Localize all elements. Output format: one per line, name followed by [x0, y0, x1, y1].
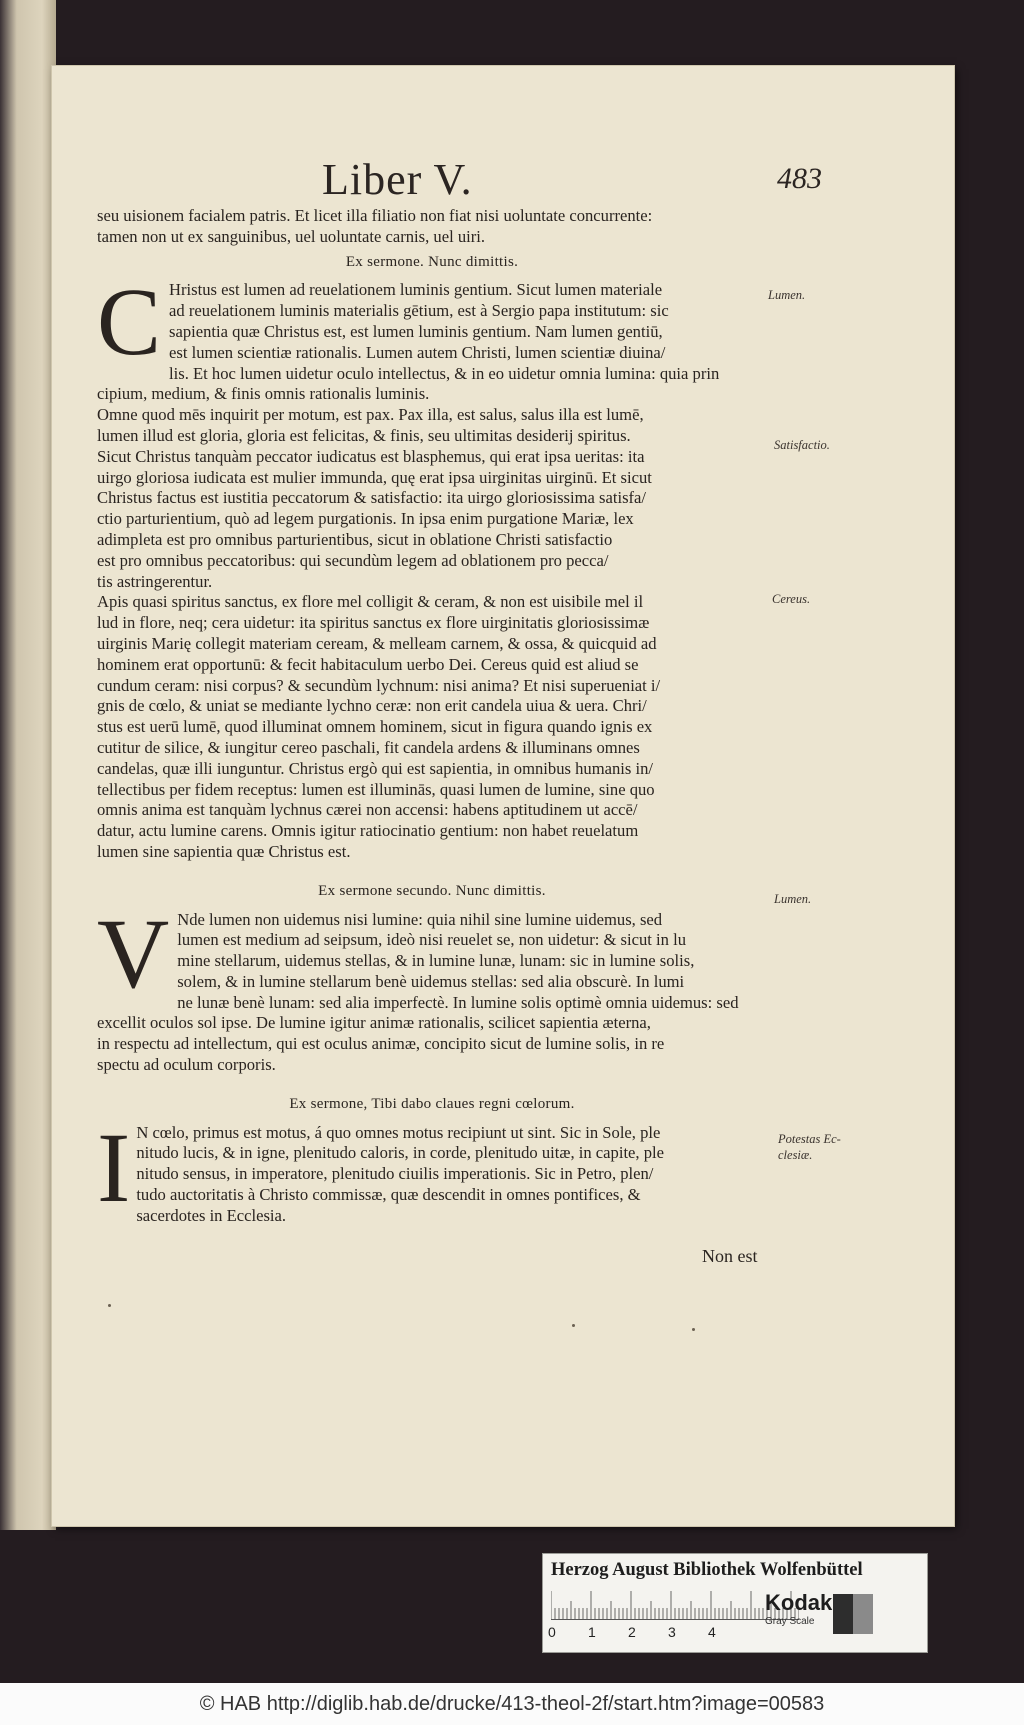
footer-credit: © HAB http://diglib.hab.de/drucke/413-theol-2f/start.htm?image=00583	[0, 1683, 1024, 1725]
marginal-note: clesiæ.	[778, 1148, 813, 1162]
text-line: hominem erat opportunū: & fecit habitaculum uerbo Dei. Cereus quid est aliud se	[97, 654, 639, 674]
marginal-note: Satisfactio.	[774, 438, 830, 452]
text-line: cundum ceram: nisi corpus? & secundùm lychnum: nisi anima? Et nisi superueniat i/	[97, 675, 661, 695]
ruler-label: 3	[668, 1624, 676, 1640]
section-title: Ex sermone, Tibi dabo claues regni cœlorum.	[289, 1095, 575, 1112]
ruler-label: 4	[708, 1624, 716, 1640]
ink-speck	[692, 1328, 695, 1331]
section-title: Ex sermone secundo. Nunc dimittis.	[318, 882, 546, 899]
drop-cap: C	[97, 268, 162, 376]
marginal-note: Lumen.	[768, 288, 806, 302]
text-line: stus est uerū lumē, quod illuminat omnem hominem, sicut in figura quando ignis ex	[97, 717, 653, 737]
text-line: lumen illud est gloria, gloria est felicitas, & finis, seu ultimitas desiderij spiritus.	[97, 425, 631, 445]
gray-patch-dark	[833, 1594, 853, 1634]
page-number: 483	[777, 162, 822, 195]
catchword: Non est	[702, 1246, 758, 1266]
text-line: ad reuelationem luminis materialis gētium, est à Sergio papa institutum: sic	[169, 301, 669, 321]
text-line: Nde lumen non uidemus nisi lumine: quia nihil sine lumine uidemus, sed	[177, 909, 663, 929]
ruler-label: 2	[628, 1624, 636, 1640]
adjacent-page-edge	[0, 0, 56, 1530]
text-line: in respectu ad intellectum, qui est oculus animæ, concipito sicut de lumine solis, in re	[97, 1034, 665, 1054]
text-line: tis astringerentur.	[97, 571, 213, 591]
brand-logo: Kodak	[765, 1590, 833, 1615]
text-line: tamen non ut ex sanguinibus, uel uoluntate carnis, uel uiri.	[97, 226, 486, 246]
ruler-label: 0	[548, 1624, 556, 1640]
text-line: tellectibus per fidem receptus: lumen est illuminās, quasi lumen de lumine, sine quo	[97, 779, 655, 799]
section-paragraph	[97, 1111, 767, 1227]
text-line: nitudo lucis, & in igne, plenitudo caloris, in corde, plenitudo uitæ, in capite, ple	[136, 1143, 664, 1163]
text-line: est pro omnibus peccatoribus: qui secundùm legem ad oblationem pro pecca/	[97, 550, 609, 570]
text-line: est lumen scientiæ rationalis. Lumen autem Christi, lumen scientiæ diuina/	[169, 342, 666, 362]
text-line: tudo auctoritatis à Christo commissæ, quæ descendit in omnes pontifices, &	[136, 1185, 641, 1205]
text-line: uirgo gloriosa iudicata est mulier immunda, quę erat ipsa uirginitas uirginū. Et sicut	[97, 467, 652, 487]
library-name: Herzog August Bibliothek Wolfenbüttel	[551, 1560, 863, 1580]
text-line: spectu ad oculum corporis.	[97, 1055, 276, 1075]
text-line: lis. Et hoc lumen uidetur oculo intellectus, & in eo uidetur omnia lumina: quia prin	[169, 363, 720, 383]
text-line: Christus factus est iustitia peccatorum & satisfactio: ita uirgo gloriosissima satisfa/	[97, 488, 647, 508]
text-line: omnis anima est tanquàm lychnus cærei non accensi: habens aptitudinem ut accē/	[97, 800, 638, 820]
text-line: Omne quod mēs inquirit per motum, est pax. Pax illa, est salus, salus illa est lumē,	[97, 405, 644, 425]
section-paragraph	[97, 897, 767, 1076]
marginal-note: Lumen.	[774, 892, 812, 906]
text-line: excellit oculos sol ipse. De lumine igitur animæ rationalis, scilicet sapientia æterna,	[97, 1013, 651, 1033]
text-line: mine stellarum, uidemus stellas, & in lumine lunæ, lunam: sic in lumine solis,	[177, 951, 695, 971]
text-line: solem, & in lumine stellarum benè uidemus stellas: sed alia obscurè. In lumi	[177, 971, 685, 991]
ruler-ticks	[551, 1591, 799, 1619]
text-line: seu uisionem facialem patris. Et licet illa filiatio non fiat nisi uoluntate concurrente:	[97, 206, 653, 225]
text-line: uirginis Marię collegit materiam ceream, & melleam carnem, & ossa, & quicquid ad	[97, 633, 657, 653]
drop-cap: I	[97, 1111, 131, 1223]
text-line: adimpleta est pro omnibus parturientibus, sicut in oblatione Christi satisfactio	[97, 529, 613, 549]
main-text	[97, 206, 767, 1241]
color-calibration-bar	[542, 1553, 928, 1653]
text-line: sacerdotes in Ecclesia.	[136, 1205, 287, 1225]
text-line: Apis quasi spiritus sanctus, ex flore mel colligit & ceram, & non est uisibile mel il	[97, 592, 644, 612]
ruler	[551, 1591, 799, 1620]
text-line: sapientia quæ Christus est, est lumen luminis gentium. Nam lumen gentiū,	[169, 321, 663, 341]
brand-subtitle: Gray Scale	[765, 1616, 815, 1627]
section-title: Ex sermone. Nunc dimittis.	[345, 253, 519, 270]
text-line: nitudo sensus, in imperatore, plenitudo ciuilis imperationis. Sic in Petro, plen/	[136, 1164, 654, 1184]
text-line: Sicut Christus tanquàm peccator iudicatus est blasphemus, qui erat ipsa ueritas: ita	[97, 446, 645, 466]
section-paragraph	[97, 268, 767, 862]
text-line: N cœlo, primus est motus, á quo omnes motus recipiunt ut sint. Sic in Sole, ple	[136, 1122, 661, 1142]
text-line: lumen sine sapientia quæ Christus est.	[97, 841, 351, 861]
running-head-title: Liber V.	[322, 155, 473, 204]
text-line: cutitur de silice, & iungitur cereo paschali, fit candela ardens & illuminans omnes	[97, 737, 640, 757]
text-line: lud in flore, neq; cera uidetur: ita spiritus sanctus ex flore uirginitatis gloriosissimæ	[97, 613, 650, 633]
ruler-label: 1	[588, 1624, 596, 1640]
book-page	[52, 66, 954, 1526]
text-line: cipium, medium, & finis omnis rationalis luminis.	[97, 384, 430, 404]
text-line: datur, actu lumine carens. Omnis igitur ratiocinatio gentium: non habet reuelatum	[97, 821, 639, 841]
text-line: candelas, quæ illi iunguntur. Christus ergò qui est sapientia, in omnibus humanis in/	[97, 758, 654, 778]
text-line: gnis de cœlo, & uniat se mediante lychno ceræ: non erit candela uiua & uera. Chri/	[97, 696, 647, 716]
gray-patch-mid	[853, 1594, 873, 1634]
section-paragraph	[97, 206, 767, 248]
text-line: ctio parturientium, quò ad legem purgationis. In ipsa enim purgatione Mariæ, lex	[97, 509, 634, 529]
ink-speck	[108, 1304, 111, 1307]
text-line: ne lunæ benè lunam: sed alia imperfectè. In lumine solis optimè omnia uidemus: sed	[177, 992, 739, 1012]
drop-cap: V	[97, 897, 170, 1009]
text-line: lumen est medium ad seipsum, ideò nisi reuelet se, non uidetur: & sicut in lu	[177, 930, 687, 950]
marginal-note: Potestas Ec-	[778, 1132, 841, 1146]
running-head	[322, 154, 822, 214]
marginal-note: Cereus.	[772, 592, 811, 606]
text-line: Hristus est lumen ad reuelationem luminis gentium. Sicut lumen materiale	[169, 280, 663, 300]
ink-speck	[572, 1324, 575, 1327]
